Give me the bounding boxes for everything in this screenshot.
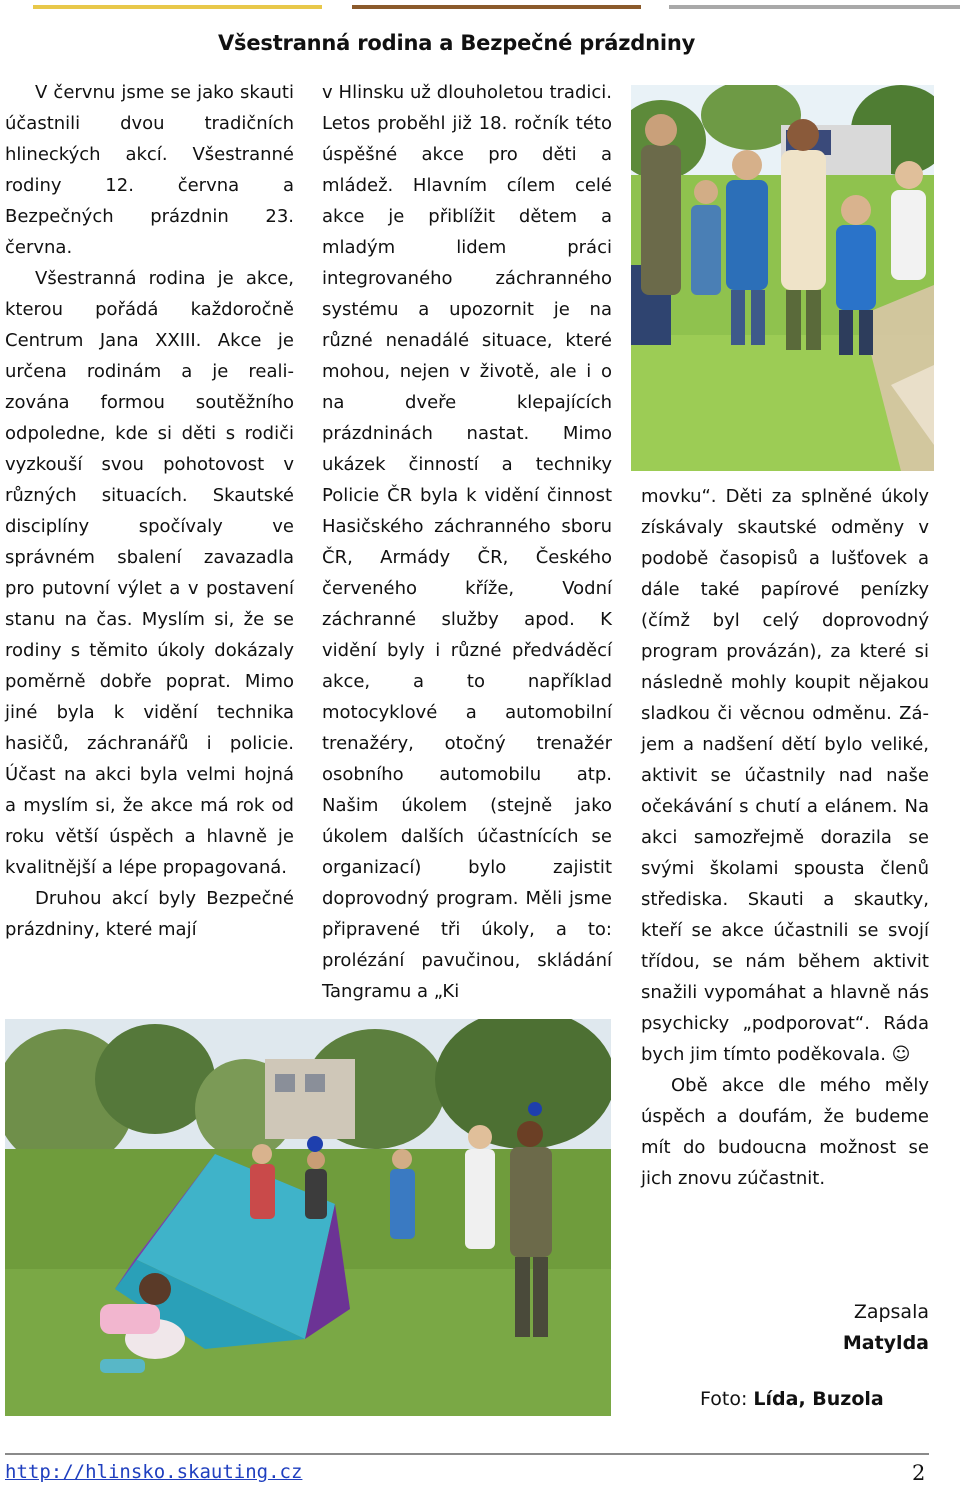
- footer-website-link[interactable]: http://hlinsko.skauting.cz: [5, 1461, 303, 1483]
- signature: [843, 1297, 929, 1359]
- paragraph-bezpecne-prazdniny-start: Druhou akcí byly Bezpečné prázdniny, které mají: [5, 888, 294, 940]
- paragraph-intro: V červnu jsme se jako skauti účastnili dvou tradičních hlineckých akcí. Všestranné rodiny 12. června a Bezpečných prázdnin 23. června.: [5, 82, 294, 258]
- article-column-1: [5, 77, 294, 945]
- tent-photo-illustration: [5, 1019, 611, 1416]
- top-bar-gray: [669, 5, 960, 9]
- photo-credit-names: Lída, Buzola: [753, 1388, 884, 1410]
- paragraph-conclusion: Obě akce dle mého měly úspěch a doufám, že budeme mít do budoucna možnost se jich znovu zúčastnit.: [641, 1075, 929, 1189]
- top-bar-yellow: [33, 5, 322, 9]
- children-photo-illustration: [631, 85, 934, 471]
- paragraph-vsestranna-rodina: Všestranná rodina je akce, kterou pořádá každoročně Centrum Jana XXIII. Akce je určena rodinám a je realizována formou soutěžního odpoledne, kde si děti s rodiči vyzkouší svou pohotovost v různých situacích. Skautské disciplíny spočívaly ve správném sbalení zavazadla pro putovní výlet a v postavení stanu na čas. Myslím si, že se rodiny s těmito úkoly dokázaly poměrně dobře poprat. Mimo jiné byla k vidění technika hasičů, záchranářů i policie. Účast na akci byla velmi hojná a myslím si, že akce má rok od roku větší úspěch a hlavně je kvalitnější a lépe propagovaná.: [5, 268, 294, 878]
- photo-credit: [700, 1388, 884, 1410]
- footer-divider: [5, 1453, 929, 1455]
- photo-credit-label: Foto:: [700, 1388, 754, 1410]
- paragraph-kimovka: movku“. Děti za splněné úkoly získávaly skautské odměny v podobě časopisů a lušťovek a dále také papírové penízky (čímž byl celý doprovodný program provázán), za které si následně mohly koupit nějakou sladkou či věcnou odměnu. Zájem a nadšení dětí bylo veliké, aktivit se účastnily nad naše očekávání s chutí a elánem. Na akci samozřejmě dorazila se svými školami spousta členů střediska. Skauti a skautky, kteří se akce účastnili se svojí třídou, se nám během aktivit snažili vypomáhat a hlavně nás psychicky „podporovat“. Ráda bych jim tímto poděkovala. ☺: [641, 486, 929, 1065]
- article-column-2: [322, 77, 612, 1007]
- article-title: Všestranná rodina a Bezpečné prázdniny: [218, 31, 696, 55]
- paragraph-bezpecne-prazdniny: v Hlinsku už dlouholetou tradici. Letos proběhl již 18. ročník této úspěšné akce pro děti a mládež. Hlavním cílem celé akce je přiblížit dětem a mladým lidem práci integrovaného záchranného systému a upozornit je na různé nenadálé situace, které mohou, nejen v životě, ale i o na dveře klepajících prázdninách nastat. Mimo ukázek činností a techniky Policie ČR byla k vidění činnost Hasičského záchranného sboru ČR, Armády ČR, Českého červeného kříže, Vodní záchranné služby apod. K vidění byly i různé předváděcí akce, a to například motocyklové a automobilní trenažéry, otočný trenažér osobního automobilu atp. Našim úkolem (stejně jako úkolem dalších účastnících se organizací) bylo zajistit doprovodný program. Měli jsme připravené tři úkoly, a to: prolézání pavučinou, skládání Tangramu a „Ki: [322, 82, 612, 1002]
- signature-author: Matylda: [842, 1332, 929, 1354]
- signature-label: Zapsala: [853, 1301, 929, 1323]
- article-column-3: [641, 481, 929, 1194]
- page-number: 2: [912, 1461, 926, 1485]
- top-bar-brown: [352, 5, 641, 9]
- children-photo: [631, 85, 934, 471]
- tent-photo: [5, 1019, 611, 1416]
